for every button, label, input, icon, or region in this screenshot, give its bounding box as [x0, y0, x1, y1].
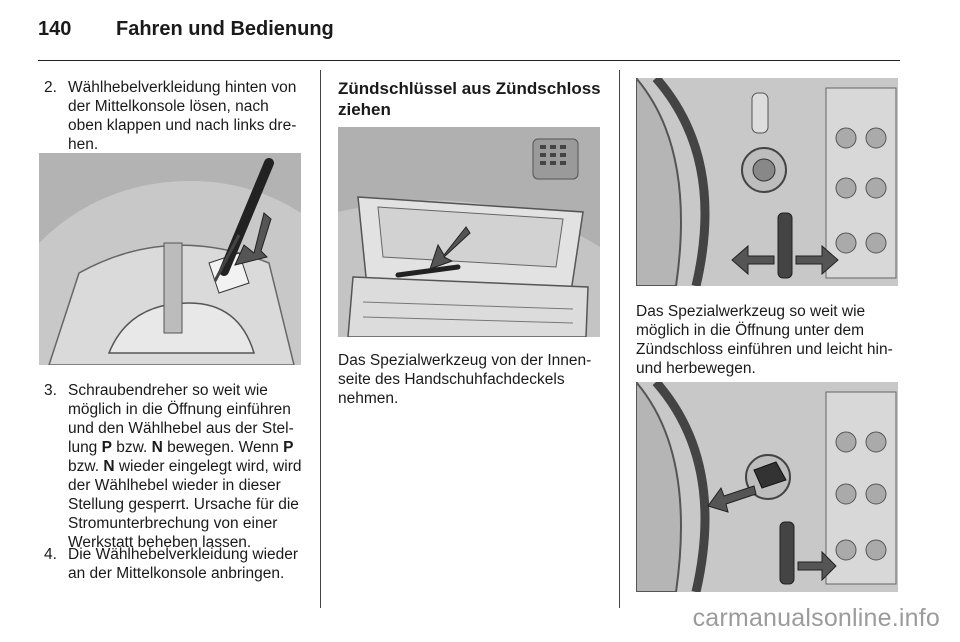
watermark-text: carmanualsonline.info [692, 604, 940, 632]
section-heading: Zündschlüssel aus Zündschloss ziehen [338, 79, 601, 119]
figure-glovebox-tool [338, 127, 600, 337]
figure-gear-lever-cover [39, 153, 301, 365]
column-divider-right [619, 70, 620, 608]
glovebox-caption: Das Spezialwerkzeug von der Innen- seite des Handschuhfachdeckels nehmen. [338, 352, 592, 407]
step-3 [44, 381, 306, 552]
header-rule [38, 60, 900, 61]
step-text: Schraubendreher so weit wie möglich in die Öffnung einführen und den Wählhebel aus der Stel- lung P bzw. N bewegen. Wenn P bzw. N wieder eingelegt wird, wird der Wählhebel wieder in dieser Stellung gesperrt. Ursache für die Stromunterbrechung von einer Werkstatt beheben lassen. [68, 382, 302, 551]
step-number: 3. [44, 382, 57, 399]
step-number: 4. [44, 546, 57, 563]
ignition-caption: Das Spezialwerkzeug so weit wie möglich in die Öffnung unter dem Zündschloss einführen und leicht hin- und herbewegen. [636, 303, 893, 377]
page-header [38, 18, 928, 48]
page-number: 140 [38, 18, 72, 40]
column-divider-left [320, 70, 321, 608]
section-title: Fahren und Bedienung [116, 18, 334, 40]
figure-ignition-tool-insert [636, 78, 898, 286]
step-2 [44, 78, 306, 154]
step-text: Die Wählhebelverkleidung wieder an der Mittelkonsole anbringen. [68, 546, 299, 582]
figure-key-removal [636, 382, 898, 592]
step-text: Wählhebelverkleidung hinten von der Mittelkonsole lösen, nach oben klappen und nach links dre- hen. [68, 79, 297, 153]
step-4 [44, 545, 306, 583]
step-number: 2. [44, 79, 57, 96]
